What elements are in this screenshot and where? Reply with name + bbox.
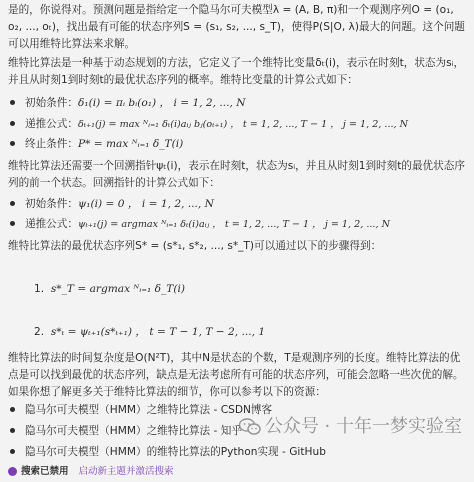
psi-item-formula: ψ₁(i) = 0 ， i = 1, 2, ..., N [77,198,214,210]
step-number: 2. [34,326,45,338]
bullet-icon [10,428,15,433]
step-2 [34,324,265,341]
viterbi-intro-paragraph: 维特比算法是一种基于动态规划的方法，它定义了一个维特比变量δₜ(i)，表示在时刻t，状态为sᵢ，并且从时刻1到时刻t的最优状态序列的概率。维特比变量的计算公式如下： [8,57,465,86]
bullet-icon [10,201,15,206]
delta-item-termination [8,136,470,153]
step-1 [34,281,185,298]
start-new-topic-link[interactable]: 启动新主题并激活搜索 [78,466,174,477]
delta-item-label: 终止条件： [25,138,78,150]
delta-item-formula: δ₁(i) = πᵢ bᵢ(o₁) ， i = 1, 2, ..., N [77,97,246,109]
step-number: 1. [34,283,45,295]
resource-link-text[interactable]: 隐马尔可夫模型（HMM）之维特比算法 - 知乎 [25,425,242,437]
delta-item-init [8,95,470,112]
resource-link-github[interactable] [8,444,470,461]
delta-item-recursion [8,116,470,133]
intro-paragraph: 是的，你说得对。预测问题是指给定一个隐马尔可夫模型λ = (A, B, π)和一个观测序列O = (o₁, o₂, ..., oₜ)，找出最有可能的状态序列S = (s₁, s₂, ..., s_T)，使得P(S|O, λ)最大的问题。这个问题可以用维特比算法来求解。 [8,4,465,50]
delta-item-formula: P* = max ᴺᵢ₌₁ δ_T(i) [77,138,184,150]
bullet-icon [10,141,15,146]
psi-item-formula: ψₜ₊₁(j) = argmax ᴺᵢ₌₁ δₜ(i)aᵢⱼ ， t = 1, 2, ..., T − 1 ， j = 1, 2, ..., N [77,219,390,230]
bullet-icon [10,121,15,126]
wechat-icon [239,418,261,436]
search-disabled-icon [8,467,17,476]
psi-item-label: 初始条件： [25,198,78,210]
bullet-icon [10,449,15,454]
bullet-icon [10,407,15,412]
step-formula: s*ₜ = ψₜ₊₁(s*ₜ₊₁) ， t = T − 1, T − 2, ..., 1 [50,326,266,338]
search-disabled-label: 搜索已禁用 [21,466,69,477]
psi-item-init [8,196,470,213]
resource-link-text[interactable]: 隐马尔可夫模型（HMM）的维特比算法的Python实现 - GitHub [25,446,326,458]
psi-item-label: 递推公式： [25,218,78,230]
psi-item-recursion [8,216,470,233]
watermark-text: 公众号 · 十年一梦实验室 [264,416,462,437]
delta-item-label: 初始条件： [25,97,78,109]
resource-link-text[interactable]: 隐马尔可夫模型（HMM）之维特比算法 - CSDN博客 [25,404,273,416]
search-status-bar [8,465,174,479]
step-formula: s*_T = argmax ᴺᵢ₌₁ δ_T(i) [50,283,185,295]
watermark [239,414,462,440]
backpointer-intro-paragraph: 维特比算法还需要一个回溯指针ψₜ(i)，表示在时刻t，状态为sᵢ，并且从时刻1到时刻t的最优状态序列的前一个状态。回溯指针的计算公式如下： [8,160,465,189]
delta-item-formula: δₜ₊₁(j) = max ᴺᵢ₌₁ δₜ(i)aᵢⱼ bⱼ(oₜ₊₁) ， t = 1, 2, ..., T − 1 ， j = 1, 2, ..., N [77,119,409,130]
complexity-paragraph: 维特比算法的时间复杂度是O(N²T)，其中N是状态的个数，T是观测序列的长度。维特比算法的优点是可以找到最优的状态序列，缺点是无法考虑所有可能的状态序列，可能会忽略一些次优的解。如果你想了解更多关于维特比算法的细节，你可以参考以下的资源： [8,352,464,398]
optimal-sequence-intro: 维特比算法的最优状态序列S* = (s*₁, s*₂, ..., s*_T)可以通过以下的步骤得到： [8,240,382,252]
delta-item-label: 递推公式： [25,118,78,130]
bullet-icon [10,221,15,226]
bullet-icon [10,100,15,105]
